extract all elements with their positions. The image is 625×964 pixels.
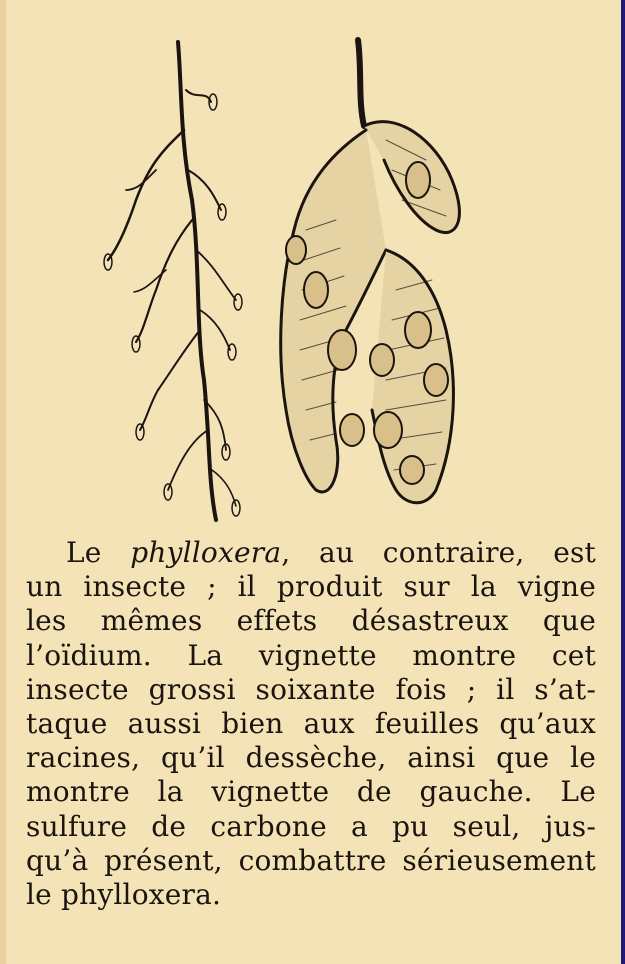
- text-line: qu’à présent, combattre sérieusement: [26, 843, 596, 877]
- text-line: sulfure de carbone a pu seul, jus-: [26, 809, 596, 843]
- text-line: racines, qu’il dessèche, ainsi que le: [26, 741, 596, 775]
- text-line: les mêmes effets désastreux que: [26, 604, 596, 638]
- text-line: un insecte ; il produit sur la vigne: [26, 570, 596, 604]
- text-line: [26, 536, 596, 570]
- text-span: , au contraire, est: [281, 536, 596, 569]
- paragraph-text: [26, 536, 596, 912]
- page-edge: [621, 0, 625, 964]
- phylloxera-root-gall-icon: [281, 40, 460, 503]
- text-line: montre la vignette de gauche. Le: [26, 775, 596, 809]
- text-line: le phylloxera.: [26, 878, 222, 912]
- italic-term: phylloxera: [130, 536, 282, 569]
- text-span: Le: [66, 536, 131, 569]
- text-line: l’oïdium. La vignette montre cet: [26, 638, 596, 672]
- root-icon: [104, 42, 242, 520]
- vignette-illustration: [96, 30, 516, 530]
- text-line: taque aussi bien aux feuilles qu’aux: [26, 707, 596, 741]
- text-line: insecte grossi soixante fois ; il s’at-: [26, 672, 596, 706]
